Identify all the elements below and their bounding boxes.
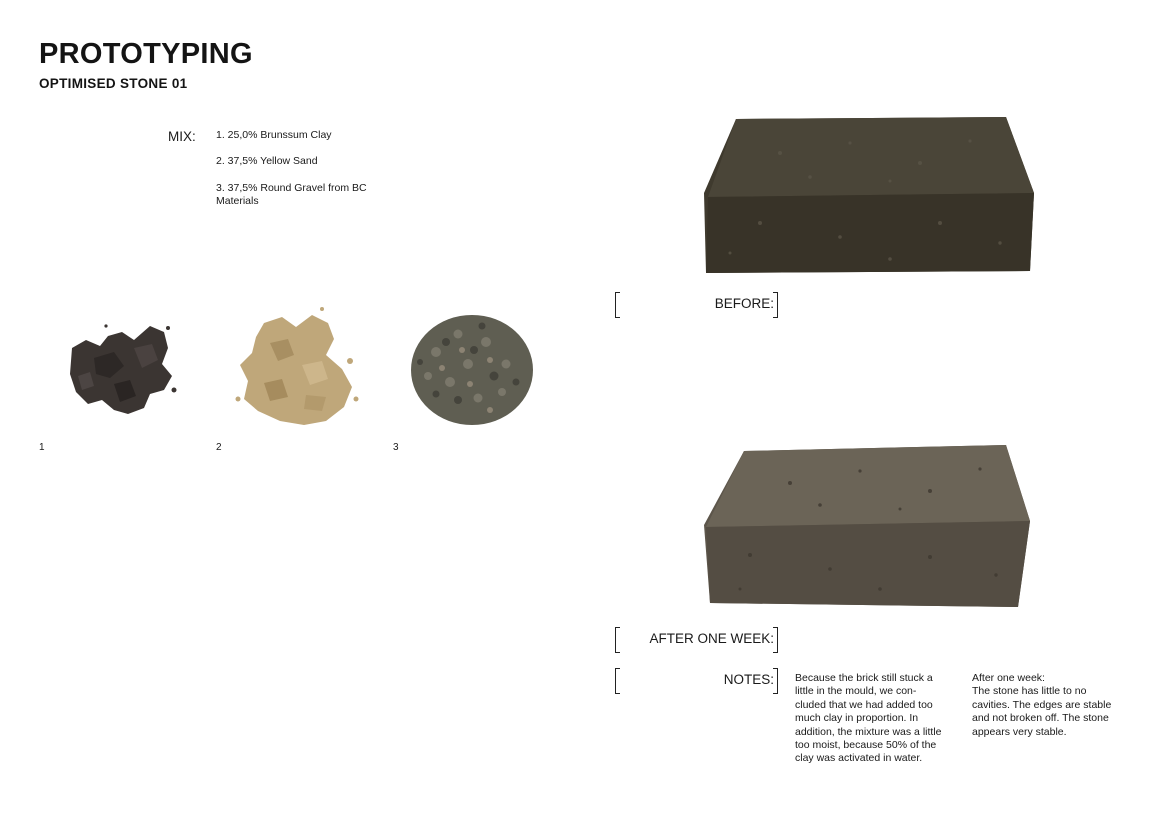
after-one-week-label: AFTER ONE WEEK:: [649, 631, 774, 646]
notes-bracket-right: [773, 668, 778, 694]
mix-item-gravel: 3. 37,5% Round Gravel from BC Materials: [216, 182, 367, 207]
mix-item-sand: 2. 37,5% Yellow Sand: [216, 155, 318, 167]
clay-lumps-image: [64, 318, 186, 418]
yellow-sand-image: [230, 303, 370, 431]
page-title: PROTOTYPING: [39, 38, 253, 70]
after-bracket-left: [615, 627, 620, 653]
before-bracket-right: [773, 292, 778, 318]
material-number-2: 2: [216, 442, 222, 453]
brick-before-image: [700, 113, 1042, 277]
notes-label: NOTES:: [723, 672, 774, 687]
page-subtitle: OPTIMISED STONE 01: [39, 76, 188, 91]
before-bracket-left: [615, 292, 620, 318]
notes-column-1: Because the brick still stuck a little in the mould, we con- cluded that we had added too much clay in proportion. In addition, the mixture was a little too moist, because 50% of the clay was activated in water.: [795, 672, 942, 765]
brick-after-image: [700, 443, 1034, 609]
round-gravel-image: [406, 312, 536, 430]
after-bracket-right: [773, 627, 778, 653]
material-number-3: 3: [393, 442, 399, 453]
before-label: BEFORE:: [714, 296, 774, 311]
mix-label: MIX:: [168, 129, 196, 144]
notes-bracket-left: [615, 668, 620, 694]
mix-item-clay: 1. 25,0% Brunssum Clay: [216, 129, 332, 141]
notes-column-2: After one week: The stone has little to no cavities. The edges are stable and not broken off. The stone appears very stable.: [972, 672, 1112, 738]
material-number-1: 1: [39, 442, 45, 453]
